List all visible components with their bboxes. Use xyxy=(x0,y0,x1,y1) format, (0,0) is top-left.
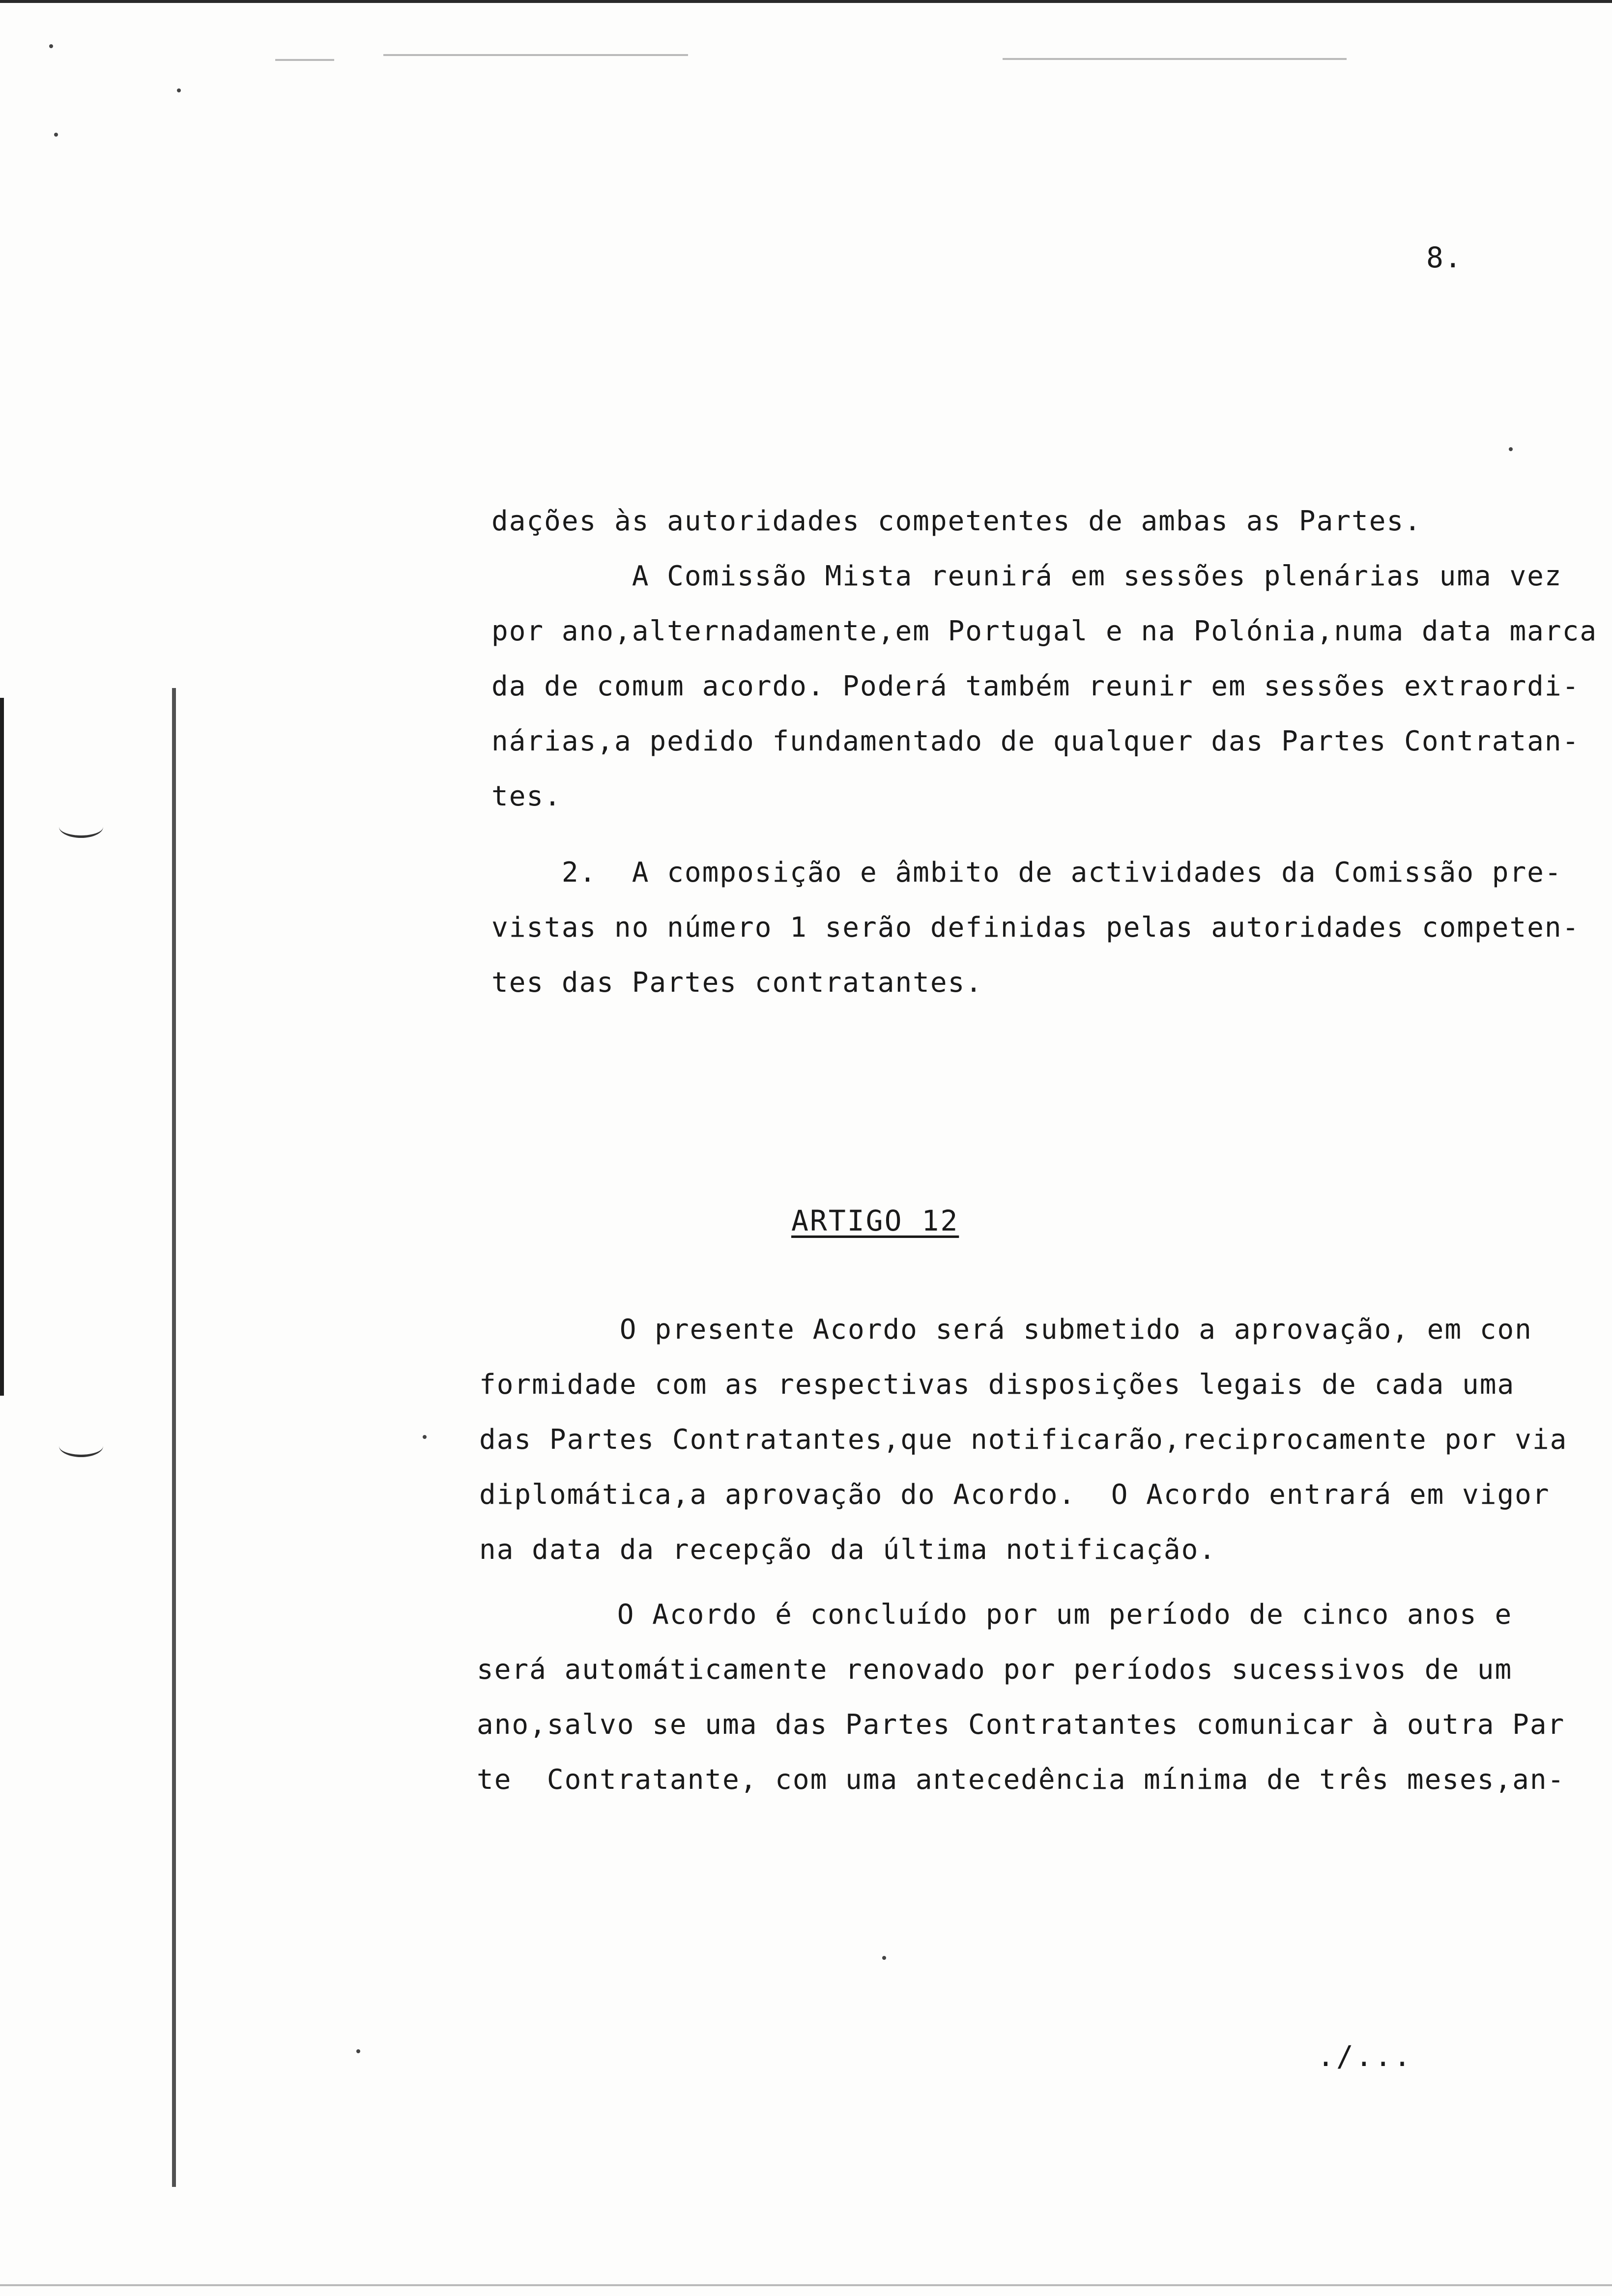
text-line: nárias,a pedido fundamentado de qualquer das Partes Contratan- xyxy=(491,725,1580,757)
text-line: da de comum acordo. Poderá também reunir em sessões extraordi- xyxy=(491,670,1580,702)
text-line: ano,salvo se uma das Partes Contratantes comunicar à outra Par xyxy=(477,1709,1565,1741)
text-line: formidade com as respectivas disposições legais de cada uma xyxy=(479,1369,1515,1401)
text-line: 2. A composição e âmbito de actividades da Comissão pre- xyxy=(491,857,1562,889)
text-line: por ano,alternadamente,em Portugal e na Polónia,numa data marca xyxy=(491,615,1598,647)
article-heading: ARTIGO 12 xyxy=(791,1204,959,1237)
paragraph-approval xyxy=(479,1302,1568,1578)
text-line: vistas no número 1 serão definidas pelas autoridades competen- xyxy=(491,912,1580,944)
scan-speck xyxy=(882,1956,886,1960)
punch-hole-mark xyxy=(59,816,103,838)
scan-speck xyxy=(49,44,53,48)
scan-artifact xyxy=(383,54,688,56)
paragraph-duration xyxy=(477,1587,1563,1808)
scan-artifact xyxy=(275,59,334,61)
scan-artifact xyxy=(1003,58,1347,60)
top-edge-rule xyxy=(0,0,1612,3)
scan-speck xyxy=(1509,447,1513,451)
text-line: O Acordo é concluído por um período de cinco anos e xyxy=(477,1599,1513,1631)
text-line: te Contratante, com uma antecedência mínima de três meses,an- xyxy=(477,1764,1565,1796)
scan-speck xyxy=(356,2049,360,2053)
text-line: O presente Acordo será submetido a aprovação, em con xyxy=(479,1314,1532,1346)
punch-hole-mark xyxy=(59,1435,103,1457)
text-line: tes das Partes contratantes. xyxy=(491,967,983,999)
scan-speck xyxy=(423,1435,427,1439)
text-line: diplomática,a aprovação do Acordo. O Acordo entrará em vigor xyxy=(479,1479,1550,1511)
scan-speck xyxy=(54,133,58,137)
text-line: dações às autoridades competentes de ambas as Partes. xyxy=(491,505,1422,537)
text-line: na data da recepção da última notificação. xyxy=(479,1534,1217,1566)
scan-artifact xyxy=(0,2284,1612,2286)
text-line: será automáticamente renovado por períodos sucessivos de um xyxy=(477,1654,1513,1686)
binding-edge xyxy=(0,698,4,1396)
text-line: tes. xyxy=(491,780,562,812)
text-line: A Comissão Mista reunirá em sessões plenárias uma vez xyxy=(491,560,1562,592)
text-line: das Partes Contratantes,que notificarão,reciprocamente por via xyxy=(479,1424,1568,1456)
page-number: 8. xyxy=(1426,241,1463,274)
margin-line xyxy=(172,688,176,2187)
paragraph-commission-meetings xyxy=(491,494,1598,824)
paragraph-commission-composition xyxy=(491,845,1578,1010)
continuation-mark: ./... xyxy=(1317,2039,1413,2073)
scan-speck xyxy=(177,88,181,92)
